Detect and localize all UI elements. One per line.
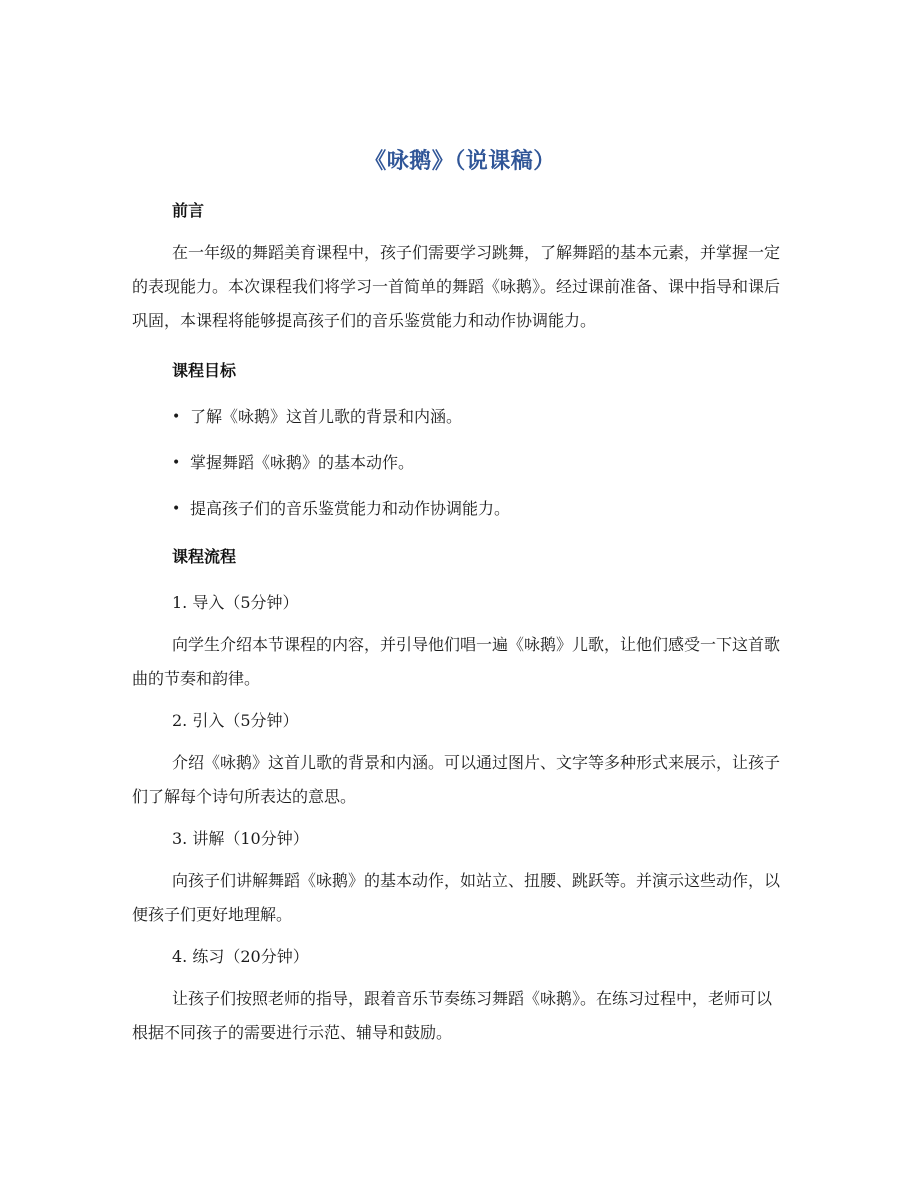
goals-heading: 课程目标 (172, 361, 237, 380)
step-paragraph: 介绍《咏鹅》这首儿歌的背景和内涵。可以通过图片、文字等多种形式来展示，让孩子们了解每个诗句所表达的意思。 (132, 753, 781, 806)
document-title: 《咏鹅》（说课稿） (364, 149, 556, 174)
bullet-icon: • (172, 455, 181, 471)
bullet-icon: • (172, 409, 181, 425)
goal-item-text: 了解《咏鹅》这首儿歌的背景和内涵。 (190, 407, 463, 426)
bullet-icon: • (172, 501, 181, 517)
goal-item (172, 452, 784, 474)
preface-heading: 前言 (172, 201, 205, 220)
goals-list (172, 406, 784, 520)
goal-item (172, 406, 784, 428)
preface-paragraph: 在一年级的舞蹈美育课程中，孩子们需要学习跳舞，了解舞蹈的基本元素，并掌握一定的表现能力。本次课程我们将学习一首简单的舞蹈《咏鹅》。经过课前准备、课中指导和课后巩固，本课程将能够提高孩子们的音乐鉴赏能力和动作协调能力。 (132, 243, 781, 330)
flow-heading: 课程流程 (172, 547, 237, 566)
goal-item (172, 498, 784, 520)
step-paragraph: 向孩子们讲解舞蹈《咏鹅》的基本动作，如站立、扭腰、跳跃等。并演示这些动作，以便孩子们更好地理解。 (132, 871, 781, 924)
step-paragraph: 向学生介绍本节课程的内容，并引导他们唱一遍《咏鹅》儿歌，让他们感受一下这首歌曲的节奏和韵律。 (132, 635, 781, 688)
step-title: 3. 讲解（10分钟） (172, 829, 309, 848)
step-paragraph: 让孩子们按照老师的指导，跟着音乐节奏练习舞蹈《咏鹅》。在练习过程中，老师可以根据不同孩子的需要进行示范、辅导和鼓励。 (132, 989, 773, 1042)
goal-item-text: 提高孩子们的音乐鉴赏能力和动作协调能力。 (190, 499, 511, 518)
goal-item-text: 掌握舞蹈《咏鹅》的基本动作。 (190, 453, 415, 472)
step-title: 1. 导入（5分钟） (172, 593, 299, 612)
step-title: 2. 引入（5分钟） (172, 711, 299, 730)
step-title: 4. 练习（20分钟） (172, 947, 309, 966)
